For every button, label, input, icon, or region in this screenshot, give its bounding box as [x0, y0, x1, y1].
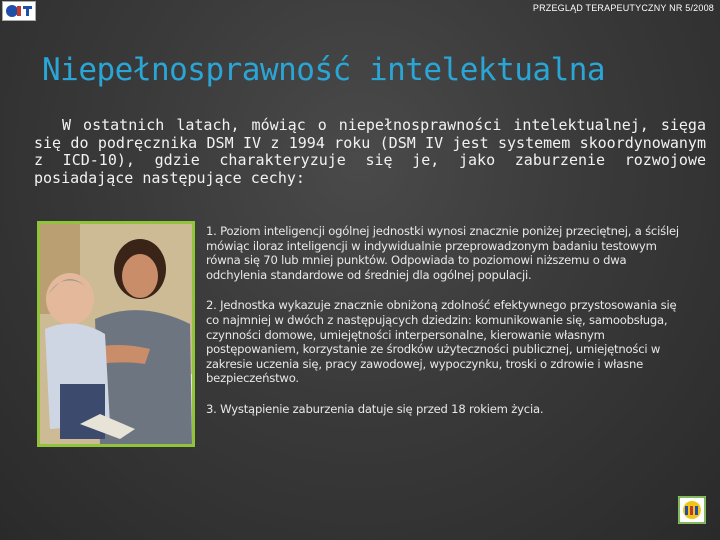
list-item: 1. Poziom inteligencji ogólnej jednostki wynosi znacznie poniżej przeciętnej, a ściślej mówiąc iloraz inteligencji w indywidualnie przeprowadzonym badaniu testowym równa się 70 lub mniej punktów. Odpowiada to poziomowi niższemu o dwa odchylenia standardowe od średniej dla ogólnej populacji.: [206, 224, 679, 282]
publisher-logo-icon: [678, 496, 706, 524]
photo: [37, 221, 195, 447]
journal-header: PRZEGLĄD TERAPEUTYCZNY NR 5/2008: [532, 3, 714, 13]
list-item: 2. Jednostka wykazuje znacznie obniżoną zdolność efektywnego przystosowania się co najmniej w dwóch z następujących dziedzin: komunikowanie się, samoobsługa, czynności domowe, umiejętności interpersonalne, kierowanie własnym postępowaniem, korzystanie ze środków użyteczności publicznej, umiejętności w zakresie uczenia się, pracy zawodowej, wypoczynku, troski o zdrowie i własne bezpieczeństwo.: [206, 298, 677, 386]
intro-paragraph: W ostatnich latach, mówiąc o niepełnosprawności intelektualnej, sięga się do podręcznika DSM IV z 1994 roku (DSM IV jest systemem skoordynowanym z ICD-10), gdzie charakteryzuje się je, jako zaburzenie rozwojowe posiadające następujące cechy:: [34, 116, 706, 187]
list-item: 3. Wystąpienie zaburzenia datuje się przed 18 rokiem życia.: [206, 401, 544, 416]
slide-title: Niepełnosprawność intelektualna: [42, 52, 606, 88]
criteria-list: [206, 224, 684, 433]
journal-logo-icon: [2, 1, 36, 21]
